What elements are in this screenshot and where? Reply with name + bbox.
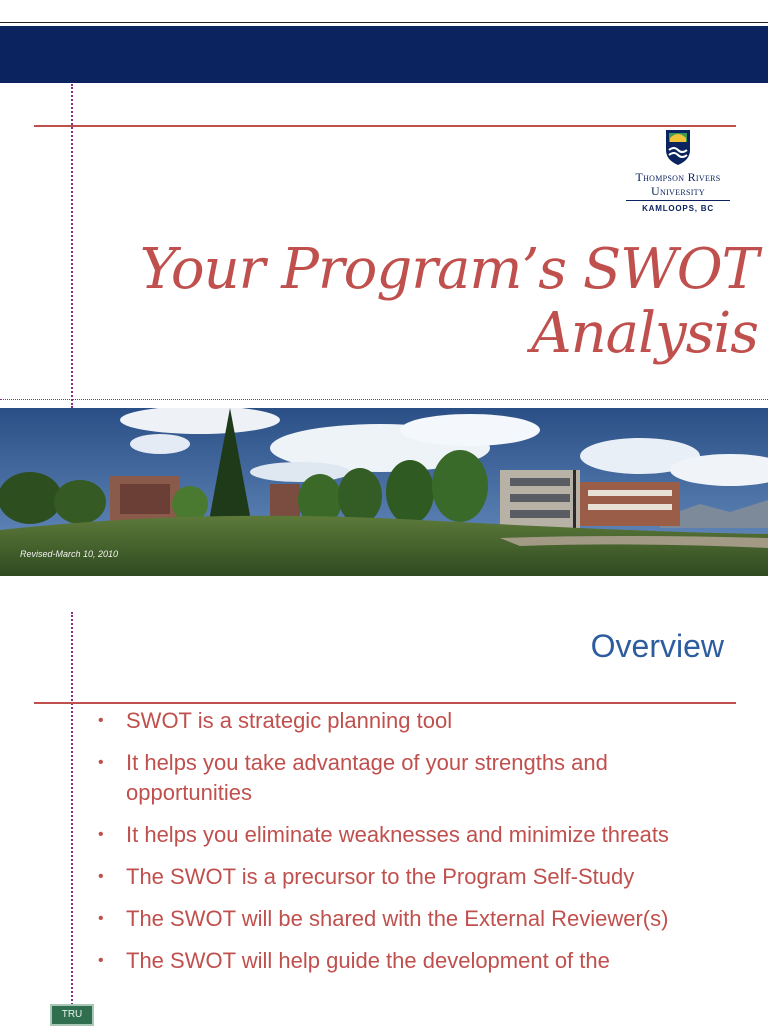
bullet-marker: • [98, 910, 104, 927]
bullet-text: The SWOT is a precursor to the Program Self-Study [126, 864, 635, 889]
title-divider-rule [34, 125, 736, 127]
bullet-text: SWOT is a strategic planning tool [126, 708, 453, 733]
logo-divider [626, 200, 730, 201]
logo-name-line2: University [651, 184, 705, 198]
overview-title: Overview [590, 628, 724, 664]
bullet-text: The SWOT will be shared with the External Reviewer(s) [126, 906, 669, 931]
bullet-marker: • [98, 754, 104, 771]
bullet-marker: • [98, 952, 104, 969]
bullet-text: It helps you take advantage of your strengths and opportunities [126, 750, 608, 805]
logo-name-line1: Thompson Rivers [635, 170, 721, 184]
vertical-guide-line-2 [71, 612, 73, 1024]
header-banner [0, 26, 768, 83]
bullet-marker: • [98, 712, 104, 729]
tru-mini-logo: TRU [50, 1004, 94, 1026]
university-logo [608, 128, 748, 213]
list-item [96, 748, 736, 808]
tru-shield-icon [665, 128, 691, 166]
overview-divider-rule [34, 702, 736, 704]
bullet-marker: • [98, 868, 104, 885]
overview-bullet-list [96, 706, 736, 988]
list-item [96, 706, 736, 736]
list-item [96, 904, 736, 934]
slide-title [38, 238, 758, 366]
list-item [96, 946, 736, 976]
bullet-text: The SWOT will help guide the development of the [126, 948, 610, 973]
slide-title-line2: Analysis [531, 301, 758, 366]
list-item [96, 862, 736, 892]
bullet-text: It helps you eliminate weaknesses and minimize threats [126, 822, 669, 847]
list-item [96, 820, 736, 850]
revision-caption: Revised-March 10, 2010 [20, 549, 119, 559]
slide-title-line1: Your Program’s SWOT [139, 237, 758, 302]
horizontal-guide-line [0, 399, 768, 400]
bullet-marker: • [98, 826, 104, 843]
logo-location: KAMLOOPS, BC [642, 204, 714, 213]
top-border-line [0, 22, 768, 23]
